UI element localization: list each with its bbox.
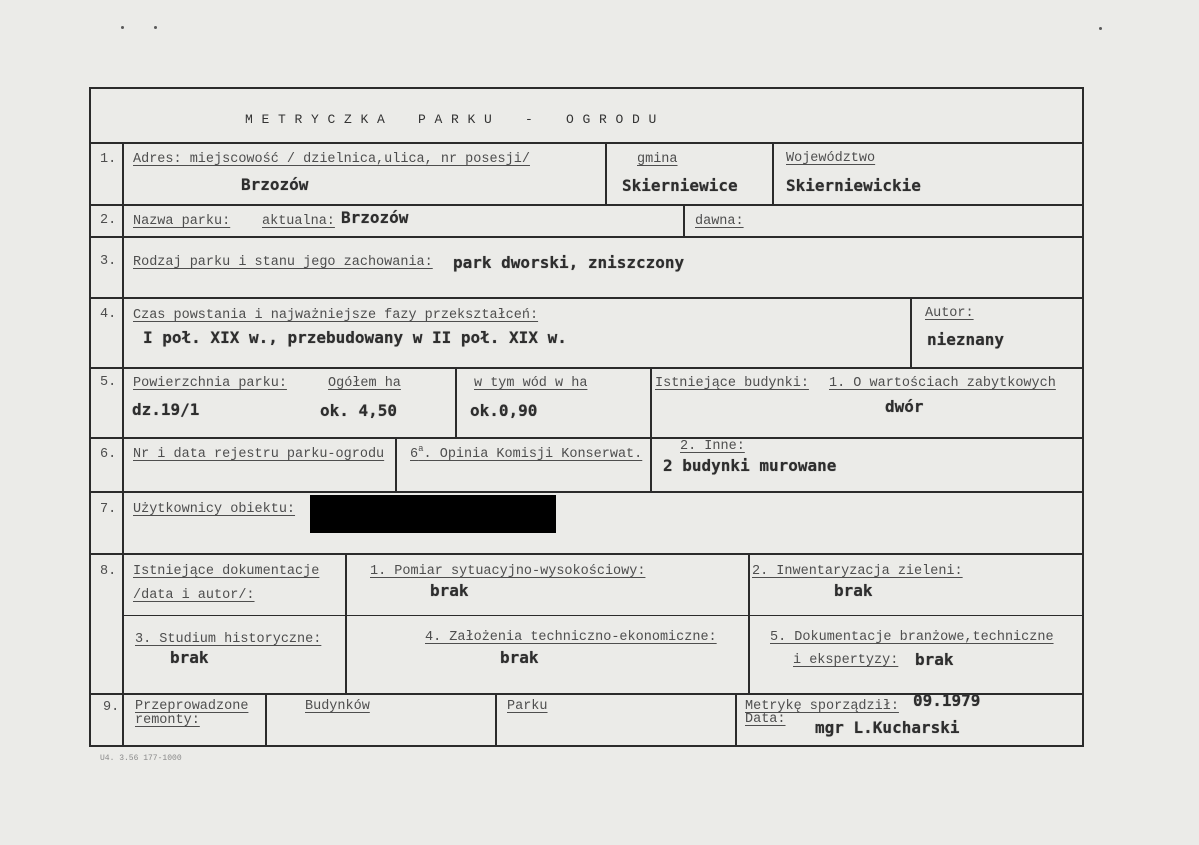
historic-buildings-value: dwór (885, 397, 924, 416)
column-divider (345, 553, 347, 693)
number-column-divider (122, 142, 124, 745)
row-number: 2. (100, 213, 117, 228)
historical-study-value: brak (170, 648, 209, 667)
conservation-opinion-label (410, 444, 643, 463)
gmina-value: Skierniewice (622, 176, 738, 195)
column-divider (455, 367, 457, 437)
date-value: 09.1979 (913, 691, 981, 710)
users-label: Użytkownicy obiektu: (133, 502, 296, 517)
table-border-right (1082, 87, 1084, 747)
table-border-top (89, 87, 1084, 89)
other-buildings-value: 2 budynki murowane (663, 456, 837, 475)
scan-speck (1099, 27, 1102, 30)
date-label: Data: (745, 712, 786, 727)
redaction-box (310, 495, 556, 533)
row-divider (89, 236, 1084, 238)
buildings-column-label: Budynków (305, 699, 370, 714)
historic-buildings-label: 1. O wartościach zabytkowych (829, 376, 1056, 391)
row-number: 3. (100, 254, 117, 269)
scan-speck (121, 26, 124, 29)
survey-value: brak (430, 581, 469, 600)
park-type-value: park dworski, zniszczony (453, 253, 685, 272)
column-divider (605, 142, 607, 204)
current-name-label: aktualna: (262, 214, 335, 229)
column-divider (495, 693, 497, 745)
documentation-label-line2: /data i autor/: (133, 588, 255, 603)
survey-label: 1. Pomiar sytuacyjno-wysokościowy: (370, 564, 646, 579)
row-number: 7. (100, 502, 117, 517)
park-name-label: Nazwa parku: (133, 214, 231, 229)
row-divider (89, 142, 1084, 144)
row-divider (89, 437, 1084, 439)
repairs-label: Przeprowadzone (135, 699, 249, 714)
plot-number-value: dz.19/1 (132, 400, 200, 419)
table-border-bottom (89, 745, 1084, 747)
author-label: Autor: (925, 306, 974, 321)
row-number: 5. (100, 375, 117, 390)
documentation-label: Istniejące dokumentacje (133, 564, 320, 579)
row-divider (89, 367, 1084, 369)
history-value: I poł. XIX w., przebudowany w II poł. XIX w. (143, 328, 567, 347)
technical-assumptions-label: 4. Założenia techniczno-ekonomiczne: (425, 630, 717, 645)
opinion-number: 6 (410, 447, 419, 462)
column-divider (650, 367, 652, 491)
water-area-value: ok.0,90 (470, 401, 538, 420)
greenery-inventory-label: 2. Inwentaryzacja zieleni: (752, 564, 963, 579)
area-label: Powierzchnia parku: (133, 376, 287, 391)
prepared-by-value: mgr L.Kucharski (815, 718, 960, 737)
row-number: 4. (100, 307, 117, 322)
row-number: 6. (100, 447, 117, 462)
voivodeship-label: Województwo (786, 151, 876, 166)
form-title: METRYCZKA PARKU - OGRODU (245, 112, 666, 127)
address-value: Brzozów (241, 175, 309, 194)
industry-documentation-label: 5. Dokumentacje branżowe,techniczne (770, 630, 1054, 645)
author-value: nieznany (927, 330, 1005, 349)
row-divider (89, 553, 1084, 555)
row-divider (89, 491, 1084, 493)
opinion-superscript: a (418, 444, 424, 454)
park-type-label: Rodzaj parku i stanu jego zachowania: (133, 255, 433, 270)
register-label: Nr i data rejestru parku-ogrodu (133, 447, 385, 462)
existing-buildings-label: Istniejące budynki: (655, 376, 809, 391)
column-divider (772, 142, 774, 204)
historical-study-label: 3. Studium historyczne: (135, 632, 322, 647)
row-number: 1. (100, 152, 117, 167)
technical-assumptions-value: brak (500, 648, 539, 667)
column-divider (683, 204, 685, 236)
gmina-label: gmina (637, 152, 678, 167)
total-area-value: ok. 4,50 (320, 401, 398, 420)
opinion-text: . Opinia Komisji Konserwat. (423, 447, 643, 462)
greenery-inventory-value: brak (834, 581, 873, 600)
row-inner-divider (122, 615, 1084, 616)
form-print-code: U4. 3.56 177-1000 (100, 754, 182, 763)
column-divider (910, 297, 912, 367)
industry-documentation-value: brak (915, 650, 954, 669)
column-divider (748, 553, 750, 693)
other-buildings-label: 2. Inne: (680, 439, 745, 454)
scan-speck (154, 26, 157, 29)
former-name-label: dawna: (695, 214, 744, 229)
row-divider (89, 297, 1084, 299)
total-area-label: Ogółem ha (328, 376, 401, 391)
repairs-label-line2: remonty: (135, 713, 200, 728)
prepared-by-label: Metrykę sporządził: (745, 699, 899, 714)
row-number: 8. (100, 564, 117, 579)
row-divider (89, 204, 1084, 206)
current-name-value: Brzozów (341, 208, 409, 227)
water-area-label: w tym wód w ha (474, 376, 588, 391)
row-number: 9. (103, 700, 120, 715)
column-divider (265, 693, 267, 745)
industry-documentation-label-line2: i ekspertyzy: (793, 653, 899, 668)
history-label: Czas powstania i najważniejsze fazy przekształceń: (133, 308, 539, 323)
voivodeship-value: Skierniewickie (786, 176, 921, 195)
park-column-label: Parku (507, 699, 548, 714)
column-divider (395, 437, 397, 491)
table-border-left (89, 87, 91, 747)
column-divider (735, 693, 737, 745)
address-label: Adres: miejscowość / dzielnica,ulica, nr posesji/ (133, 152, 530, 167)
